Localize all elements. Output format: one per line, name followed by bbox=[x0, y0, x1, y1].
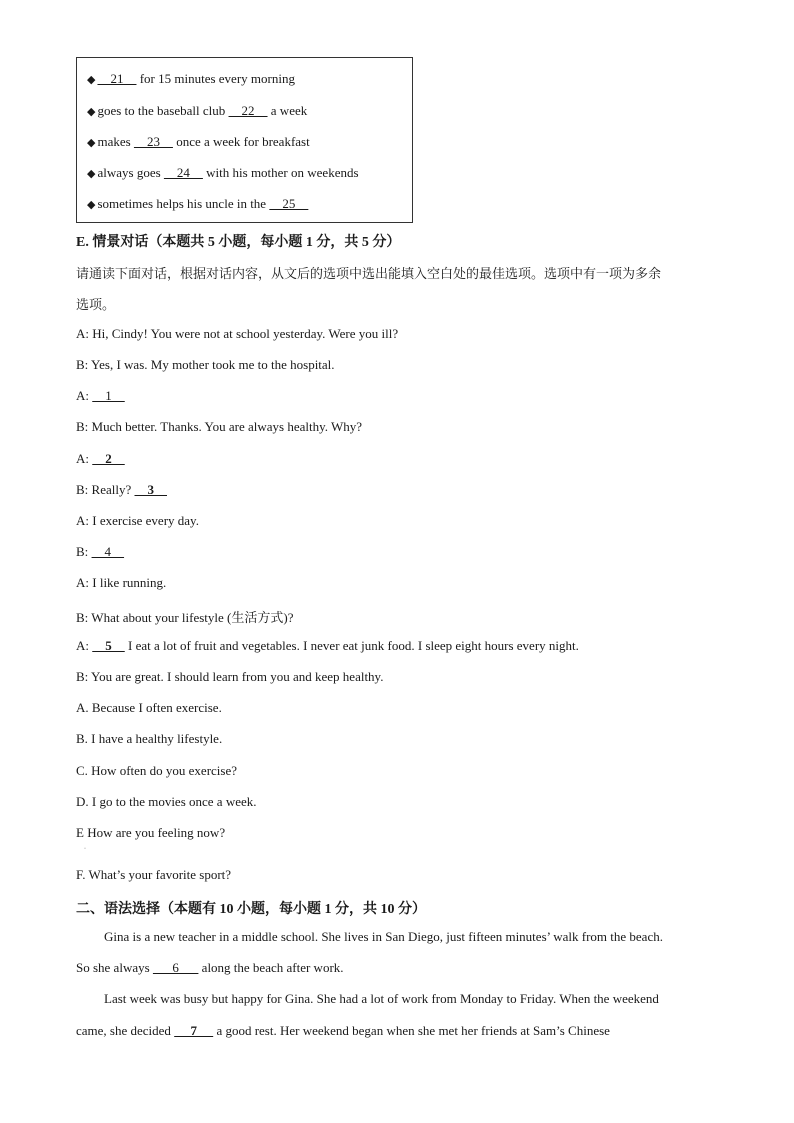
info-box bbox=[76, 57, 413, 223]
blank-4: 4 bbox=[91, 544, 125, 559]
passage-line: came, she decided 7 a good rest. Her weekend began when she met her friends at Sam’s Chinese bbox=[76, 1023, 610, 1038]
diamond-icon: ◆ bbox=[87, 199, 96, 211]
option-a: A. Because I often exercise. bbox=[76, 700, 222, 715]
diamond-icon: ◆ bbox=[87, 168, 96, 180]
box-item: ◆ sometimes helps his uncle in the 25 bbox=[87, 196, 309, 211]
dialogue-line: A: 5 I eat a lot of fruit and vegetables. I never eat junk food. I sleep eight hours every night. bbox=[76, 638, 579, 653]
dialogue-line: B: Much better. Thanks. You are always healthy. Why? bbox=[76, 419, 363, 434]
passage-line: Last week was busy but happy for Gina. She had a lot of work from Monday to Friday. When the weekend bbox=[104, 991, 659, 1006]
blank-6: 6 bbox=[152, 960, 199, 975]
box-item: ◆ always goes 24 with his mother on weekends bbox=[87, 165, 359, 180]
dialogue-line: A: 1 bbox=[76, 388, 125, 403]
dialogue-line: A: 2 bbox=[76, 451, 125, 466]
box-item: ◆ makes 23 once a week for breakfast bbox=[87, 134, 310, 149]
section-e-instruction: 请通读下面对话，根据对话内容，从文后的选项中选出能填入空白处的最佳选项。选项中有一项为多余 bbox=[76, 267, 662, 282]
dialogue-line: B: Really? 3 bbox=[76, 482, 167, 497]
passage-line: Gina is a new teacher in a middle school. She lives in San Diego, just fifteen minutes’ walk from the beach. bbox=[104, 929, 663, 944]
dialogue-line: A: Hi, Cindy! You were not at school yesterday. Were you ill? bbox=[76, 326, 399, 341]
diamond-icon: ◆ bbox=[87, 137, 96, 149]
blank-7: 7 bbox=[174, 1023, 214, 1038]
option-c: C. How often do you exercise? bbox=[76, 763, 238, 778]
blank-5: 5 bbox=[92, 638, 125, 653]
blank-3: 3 bbox=[134, 482, 167, 497]
option-d: D. I go to the movies once a week. bbox=[76, 794, 257, 809]
dialogue-line: B: Yes, I was. My mother took me to the hospital. bbox=[76, 357, 335, 372]
section-2-heading: 二、语法选择（本题有 10 小题，每小题 1 分，共 10 分） bbox=[76, 902, 426, 917]
diamond-icon: ◆ bbox=[87, 74, 96, 86]
section-e-instruction-cont: 选项。 bbox=[76, 298, 116, 313]
blank-23: 23 bbox=[133, 134, 173, 149]
passage-line: So she always 6 along the beach after work. bbox=[76, 960, 344, 975]
dialogue-line: B: 4 bbox=[76, 544, 125, 559]
box-item: ◆ goes to the baseball club 22 a week bbox=[87, 103, 308, 118]
section-e-heading: E. 情景对话（本题共 5 小题，每小题 1 分，共 5 分） bbox=[76, 235, 401, 250]
blank-21: 21 bbox=[97, 71, 137, 86]
blank-24: 24 bbox=[163, 165, 203, 180]
dialogue-line: B: You are great. I should learn from you and keep healthy. bbox=[76, 669, 384, 684]
dialogue-line: A: I exercise every day. bbox=[76, 513, 199, 528]
diamond-icon: ◆ bbox=[87, 106, 96, 118]
option-f: F. What’s your favorite sport? bbox=[76, 867, 232, 882]
stray-dot: · bbox=[84, 846, 86, 852]
option-e: E How are you feeling now? bbox=[76, 825, 226, 840]
box-item: ◆ 21 for 15 minutes every morning bbox=[87, 71, 295, 86]
blank-22: 22 bbox=[228, 103, 268, 118]
dialogue-line: A: I like running. bbox=[76, 575, 167, 590]
blank-25: 25 bbox=[269, 196, 309, 211]
dialogue-line: B: What about your lifestyle (生活方式)? bbox=[76, 610, 294, 625]
blank-2: 2 bbox=[92, 451, 125, 466]
option-b: B. I have a healthy lifestyle. bbox=[76, 731, 223, 746]
blank-1: 1 bbox=[92, 388, 125, 403]
